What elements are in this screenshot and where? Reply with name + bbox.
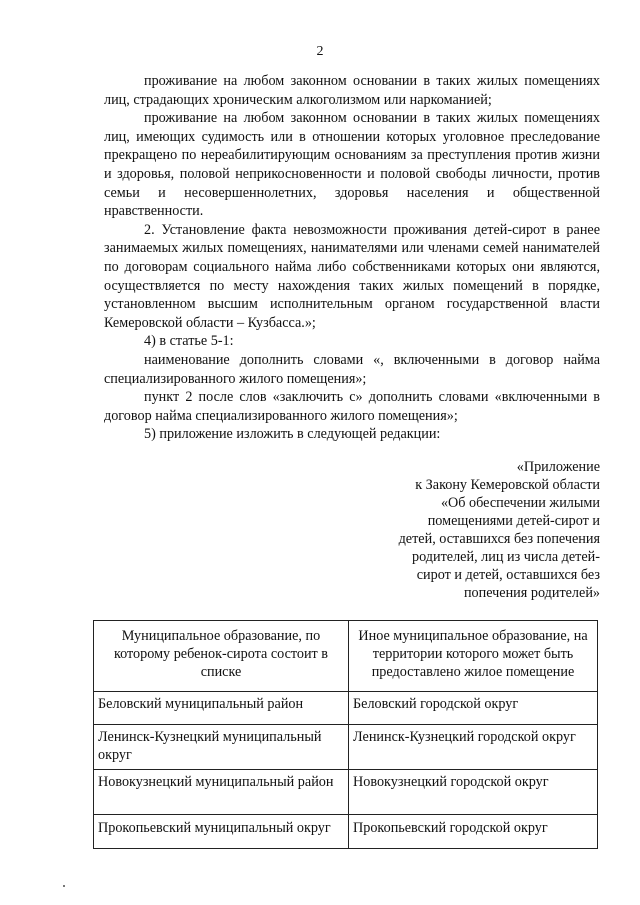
scan-speck [63, 885, 65, 887]
appendix-header-line: помещениями детей-сирот и [427, 513, 600, 529]
appendix-header-line: «Об обеспечении жилыми [440, 495, 600, 511]
paragraph: пункт 2 после слов «заключить с» дополнить словами «включенными в договор найма специализированного жилого помещения»; [104, 389, 600, 424]
table-row [94, 815, 598, 849]
appendix-header-line: сирот и детей, оставшихся без [416, 567, 600, 583]
table-cell: Беловский муниципальный район [94, 692, 349, 725]
appendix-header-line: родителей, лиц из числа детей- [412, 549, 600, 565]
table-row [94, 692, 598, 725]
paragraph: проживание на любом законном основании в таких жилых помещениях лиц, страдающих хроническим алкоголизмом или наркоманией; [104, 73, 600, 108]
appendix-header-line: детей, оставшихся без попечения [398, 531, 600, 547]
table-cell: Новокузнецкий муниципальный район [94, 770, 349, 815]
paragraph: 4) в статье 5-1: [144, 333, 234, 350]
column-header: Муниципальное образование, по которому ребенок-сирота состоит в списке [94, 621, 349, 692]
appendix-header [360, 458, 600, 602]
table-cell: Ленинск-Кузнецкий городской округ [349, 725, 598, 770]
paragraph: 5) приложение изложить в следующей редакции: [144, 426, 441, 443]
appendix-header-line: к Закону Кемеровской области [415, 477, 600, 493]
paragraph: 2. Установление факта невозможности проживания детей-сирот в ранее занимаемых жилых помещениях, нанимателями или членами семей нанимателей по договорам социального найма либо собственниками которых они являются, осуществляется по месту нахождения таких жилых помещений в порядке, установленном высшим исполнительным органом государственной власти Кемеровской области – Кузбасса.»; [104, 221, 600, 331]
paragraph: проживание на любом законном основании в таких жилых помещениях лиц, имеющих судимость или в отношении которых уголовное преследование прекращено по нереабилитирующим основаниям за преступления против жизни и здоровья, половой неприкосновенности и половой свободы личности, против семьи и несовершеннолетних, здоровья населения и общественной нравственности. [104, 110, 600, 220]
page-number: 2 [316, 44, 324, 59]
table-cell: Прокопьевский муниципальный округ [94, 815, 349, 849]
table-row [94, 725, 598, 770]
paragraph: наименование дополнить словами «, включенными в договор найма специализированного жилого помещения»; [104, 351, 600, 387]
municipality-table [93, 620, 598, 849]
appendix-header-line: «Приложение [516, 459, 600, 475]
table-cell: Беловский городской округ [349, 692, 598, 725]
appendix-header-line: попечения родителей» [463, 585, 600, 601]
table-cell: Ленинск-Кузнецкий муниципальный округ [94, 725, 349, 770]
column-header: Иное муниципальное образование, на территории которого может быть предоставлено жилое помещение [349, 621, 598, 692]
table-cell: Новокузнецкий городской округ [349, 770, 598, 815]
document-body [104, 72, 600, 444]
table-header-row [94, 621, 598, 692]
table-cell: Прокопьевский городской округ [349, 815, 598, 849]
table-row [94, 770, 598, 815]
